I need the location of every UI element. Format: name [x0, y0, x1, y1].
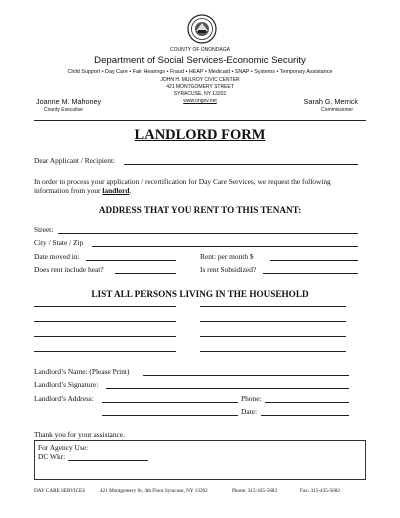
date-field[interactable]	[261, 415, 349, 416]
dc-worker-label: DC Wkr:	[38, 452, 66, 461]
household-member-line-1-right[interactable]	[200, 306, 346, 307]
header-divider	[34, 120, 366, 121]
county-executive-title: County Executive	[44, 107, 83, 113]
footer-fax: Fax: 315-435-5682	[300, 488, 340, 494]
phone-label: Phone:	[241, 394, 262, 403]
household-member-line-3-left[interactable]	[34, 336, 176, 337]
date-label: Date:	[241, 407, 258, 416]
thank-you-note: Thank you for your assistance.	[34, 430, 125, 439]
rent-subsidized-field[interactable]	[263, 273, 358, 274]
household-member-line-3-right[interactable]	[200, 336, 346, 337]
rent-per-month-field[interactable]	[270, 260, 358, 261]
landlord-emphasis: landlord	[102, 186, 130, 195]
address-line-3: SYRACUSE, NY 13202	[173, 91, 227, 97]
agency-use-label: For Agency Use:	[38, 443, 89, 452]
household-member-line-4-right[interactable]	[200, 351, 346, 352]
street-field[interactable]	[58, 233, 358, 234]
form-title: LANDLORD FORM	[134, 127, 266, 143]
household-member-line-1-left[interactable]	[34, 306, 176, 307]
landlord-signature-label: Landlord’s Signature:	[34, 380, 99, 389]
date-moved-in-label: Date moved in:	[34, 252, 80, 261]
landlord-address-field[interactable]	[102, 402, 238, 403]
commissioner-title: Commissioner	[321, 107, 353, 113]
household-section-heading: LIST ALL PERSONS LIVING IN THE HOUSEHOLD	[91, 289, 309, 299]
address-section-heading: ADDRESS THAT YOU RENT TO THIS TENANT:	[98, 205, 302, 215]
dc-worker-field[interactable]	[68, 460, 148, 461]
address-line-2: 421 MONTGOMERY STREET	[166, 84, 234, 90]
website-link[interactable]: www.ongov.net	[183, 98, 217, 104]
household-member-line-4-left[interactable]	[34, 351, 176, 352]
landlord-address-label: Landlord’s Address:	[34, 394, 94, 403]
city-state-zip-label: City / State / Zip	[34, 238, 84, 247]
county-seal-icon	[187, 14, 217, 44]
landlord-signature-field[interactable]	[106, 388, 349, 389]
phone-field[interactable]	[265, 402, 349, 403]
rent-subsidized-label: Is rent Subsidized?	[200, 265, 257, 274]
household-member-line-2-left[interactable]	[34, 321, 176, 322]
salutation: Dear Applicant / Recipient:	[34, 156, 116, 165]
household-member-line-2-right[interactable]	[200, 321, 346, 322]
street-label: Street:	[34, 225, 54, 234]
landlord-address-field-line-2[interactable]	[102, 415, 238, 416]
department-name: Department of Social Services-Economic Security	[94, 55, 306, 66]
county-executive-name: Joanne M. Mahoney	[36, 97, 102, 106]
intro-line-1: In order to process your application / recertification for Day Care Services, we request the following	[34, 177, 331, 186]
footer-department: DAY CARE SERVICES	[34, 488, 86, 494]
commissioner-name: Sarah G. Merrick	[303, 97, 358, 106]
intro-line-2: information from your landlord.	[34, 186, 132, 195]
rent-per-month-label: Rent: per month $	[200, 252, 254, 261]
footer-address: 421 Montgomery St, 4th Floor Syracuse, NY 13202	[100, 488, 208, 494]
address-line-1: JOHN H. MULROY CIVIC CENTER	[160, 77, 240, 83]
footer-phone: Phone: 315-435-5683	[232, 488, 278, 494]
landlord-name-label: Landlord’s Name: (Please Print)	[34, 367, 130, 376]
rent-include-heat-label: Does rent include heat?	[34, 265, 104, 274]
salutation-field[interactable]	[124, 164, 358, 165]
date-moved-in-field[interactable]	[86, 260, 176, 261]
city-state-zip-field[interactable]	[92, 246, 358, 247]
rent-include-heat-field[interactable]	[115, 273, 176, 274]
county-name: COUNTY OF ONONDAGA	[170, 47, 230, 53]
landlord-name-field[interactable]	[143, 375, 349, 376]
department-programs: Child Support • Day Care • Fair Hearings • Fraud • HEAP • Medicaid • SNAP • Systems • Temporary Assistance	[67, 69, 333, 75]
